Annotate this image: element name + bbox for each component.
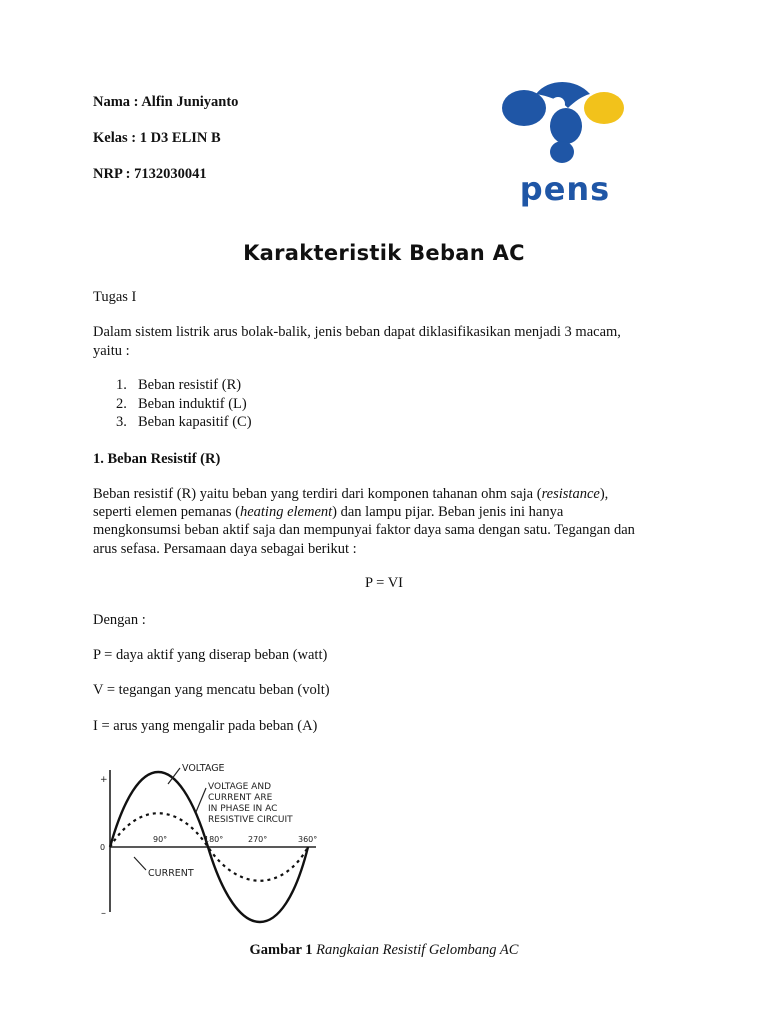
list-text: Beban kapasitif (C) [138,414,252,430]
minus-sign: – [101,908,106,919]
list-item [116,376,241,394]
student-nrp: NRP : 7132030041 [93,166,207,182]
list-text: Beban induktif (L) [138,396,247,412]
text-run: ) dan lampu pijar. Beban jenis ini hanya [332,504,564,520]
term-heating-element: heating element [239,504,333,520]
ac-waveform-figure [98,752,330,924]
phase-label-line: CURRENT ARE [208,793,273,803]
tick-360: 360° [298,835,318,844]
voltage-label: VOLTAGE [182,763,225,774]
list-number: 2. [116,396,127,412]
tick-270: 270° [248,835,268,844]
phase-label-line: RESISTIVE CIRCUIT [208,815,293,825]
list-item [116,395,247,413]
page-title: Karakteristik Beban AC [243,241,525,265]
intro-line-2: yaitu : [93,343,130,359]
list-item [116,413,252,431]
student-class: Kelas : 1 D3 ELIN B [93,130,221,146]
text-run: ), [599,486,609,502]
logo-blob-bottom [550,141,574,163]
text-run: Beban resistif (R) yaitu beban yang terdiri dari komponen tahanan ohm saja ( [93,486,542,502]
logo-blob-center [550,108,582,144]
caption-label: Gambar 1 [249,942,313,958]
student-name: Nama : Alfin Juniyanto [93,94,239,110]
logo-blob-left [502,90,546,126]
tick-90: 90° [153,835,168,844]
intro-line-1: Dalam sistem listrik arus bolak-balik, jenis beban dapat diklasifikasikan menjadi 3 macam, [93,324,621,340]
definition-p: P = daya aktif yang diserap beban (watt) [93,647,328,663]
logo-blob-right [584,92,624,124]
phase-label-line: VOLTAGE AND [208,782,271,792]
tick-180: 180° [204,835,224,844]
list-number: 1. [116,377,127,393]
paragraph-line-4: arus sefasa. Persamaan daya sebagai berikut : [93,541,357,557]
list-number: 3. [116,414,127,430]
logo-text: pens [519,170,611,208]
pens-logo [496,74,634,208]
phase-label-line: IN PHASE IN AC [208,804,278,814]
paragraph-line-3: mengkonsumsi beban aktif saja dan mempunyai faktor daya sama dengan satu. Tegangan dan [93,522,635,538]
current-label: CURRENT [148,868,194,879]
section-heading: 1. Beban Resistif (R) [93,451,221,467]
paragraph-line-1 [93,485,608,503]
caption-text: Rangkaian Resistif Gelombang AC [316,942,519,958]
paragraph-line-2 [93,503,563,521]
phase-leader [196,788,206,812]
zero-label: 0 [100,843,106,852]
figure-caption [0,941,768,959]
power-formula: P = VI [365,575,403,591]
term-resistance: resistance [541,486,600,502]
plus-sign: + [100,775,108,785]
list-text: Beban resistif (R) [138,377,242,393]
definition-i: I = arus yang mengalir pada beban (A) [93,718,318,734]
dengan-label: Dengan : [93,612,146,628]
text-run: seperti elemen pemanas ( [93,504,240,520]
assignment-label: Tugas I [93,289,137,305]
definition-v: V = tegangan yang mencatu beban (volt) [93,682,330,698]
current-leader [134,857,146,870]
